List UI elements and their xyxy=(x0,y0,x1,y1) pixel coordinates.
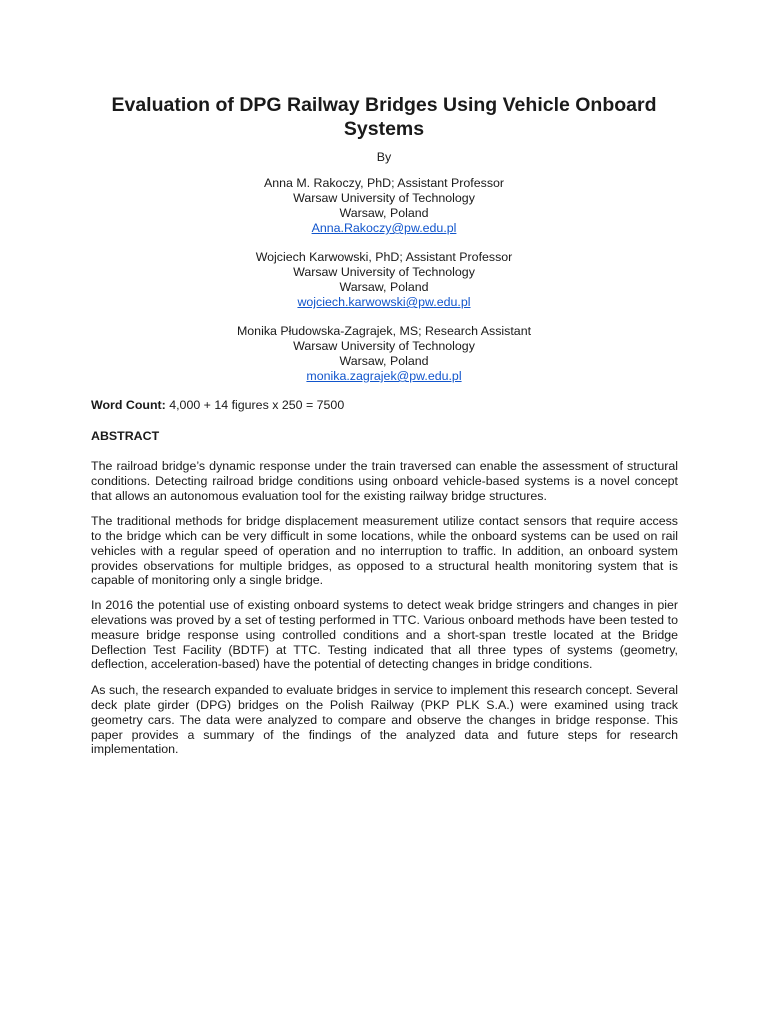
abstract-paragraph: The traditional methods for bridge displacement measurement utilize contact sensors that require access to the bridge which can be very difficult in some locations, while the onboard systems can be used on rail vehicles with a regular speed of operation and no interruption to traffic. In addition, an onboard system provides observations for multiple bridges, as opposed to a structural health monitoring system that is capable of monitoring only a single bridge. xyxy=(91,514,678,588)
abstract-heading: ABSTRACT xyxy=(91,429,160,443)
author-affiliation: Warsaw University of Technology xyxy=(293,339,475,353)
author-email-link[interactable]: monika.zagrajek@pw.edu.pl xyxy=(306,369,462,383)
author-location: Warsaw, Poland xyxy=(339,354,429,368)
author-affiliation: Warsaw University of Technology xyxy=(293,265,475,279)
word-count-label: Word Count: xyxy=(91,398,166,412)
author-block-3 xyxy=(90,324,678,384)
author-name-role: Anna M. Rakoczy, PhD; Assistant Professor xyxy=(263,176,505,190)
author-email-link[interactable]: Anna.Rakoczy@pw.edu.pl xyxy=(311,221,457,235)
paper-title: Evaluation of DPG Railway Bridges Using Vehicle Onboard Systems xyxy=(111,94,657,140)
abstract-paragraph: The railroad bridge’s dynamic response under the train traversed can enable the assessment of structural conditions. Detecting railroad bridge conditions using onboard vehicle-based systems is a novel concept that allows an autonomous evaluation tool for the existing railway bridge structures. xyxy=(91,459,678,503)
author-name-role: Monika Płudowska-Zagrajek, MS; Research Assistant xyxy=(236,324,532,338)
author-email-link[interactable]: wojciech.karwowski@pw.edu.pl xyxy=(297,295,471,309)
author-block-2 xyxy=(90,250,678,310)
author-block-1 xyxy=(90,176,678,236)
abstract-paragraph: As such, the research expanded to evaluate bridges in service to implement this research concept. Several deck plate girder (DPG) bridges on the Polish Railway (PKP PLK S.A.) were examined using track geometry cars. The data were analyzed to compare and observe the changes in bridge response. This paper provides a summary of the findings of the analyzed data and future steps for research implementation. xyxy=(91,683,678,757)
by-line: By xyxy=(376,150,392,164)
word-count-value: 4,000 + 14 figures x 250 = 7500 xyxy=(165,398,345,412)
author-name-role: Wojciech Karwowski, PhD; Assistant Professor xyxy=(255,250,513,264)
author-affiliation: Warsaw University of Technology xyxy=(293,191,475,205)
abstract-paragraph: In 2016 the potential use of existing onboard systems to detect weak bridge stringers and changes in pier elevations was proved by a set of testing performed in TTC. Various onboard methods have been tested to measure bridge response using controlled conditions and a short-span trestle located at the Bridge Deflection Test Facility (BDTF) at TTC. Testing indicated that all three types of systems (geometry, deflection, acceleration-based) have the potential of detecting changes in bridge conditions. xyxy=(91,598,678,672)
word-count xyxy=(91,398,678,413)
author-location: Warsaw, Poland xyxy=(339,280,429,294)
author-location: Warsaw, Poland xyxy=(339,206,429,220)
